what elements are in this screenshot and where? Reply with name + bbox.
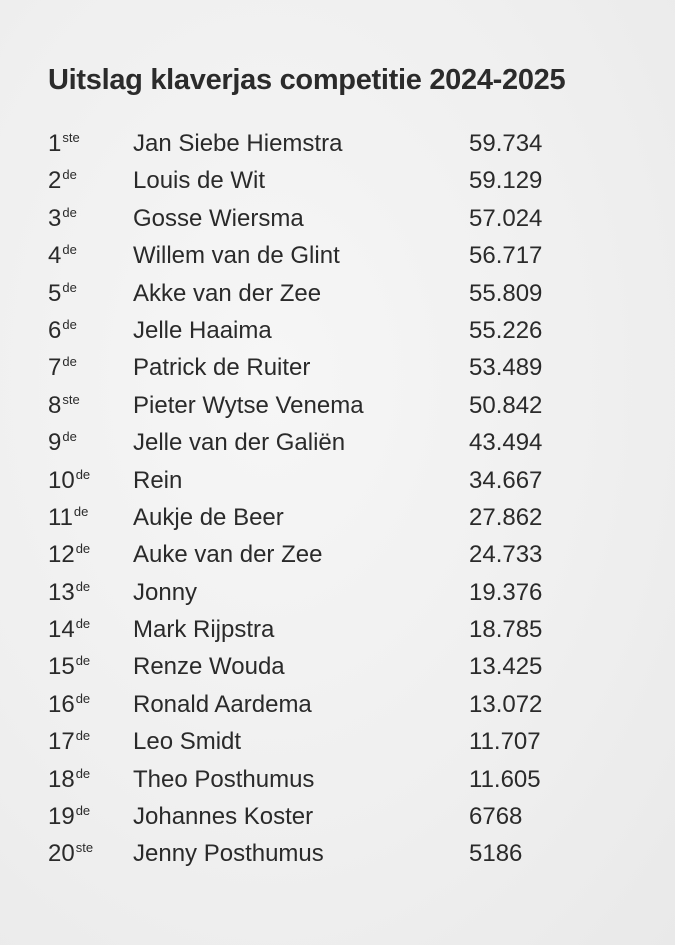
- player-score: 18.785: [469, 616, 543, 644]
- rank: [48, 803, 90, 831]
- player-name: Jelle Haaima: [133, 316, 272, 344]
- rank-suffix: ste: [62, 130, 80, 145]
- rank: [48, 130, 80, 158]
- rank: [48, 429, 77, 457]
- player-score: 59.734: [469, 130, 543, 157]
- list-item: [48, 463, 608, 500]
- player-name: Rein: [133, 466, 183, 494]
- rank-number: 15: [48, 653, 75, 681]
- rank-suffix: de: [73, 503, 89, 519]
- player-name: Aukje de Beer: [133, 503, 284, 531]
- list-item: [48, 500, 608, 537]
- rank-suffix: de: [75, 541, 91, 557]
- player-score: 53.489: [469, 354, 543, 382]
- rank-number: 12: [48, 541, 75, 569]
- player-name: Akke van der Zee: [133, 279, 322, 307]
- player-score: 11.707: [469, 728, 541, 756]
- list-item: [48, 762, 608, 799]
- rank-number: 3: [48, 204, 62, 232]
- player-name: Jonny: [133, 578, 198, 606]
- list-item: [48, 238, 608, 275]
- rank-number: 11: [48, 503, 73, 531]
- rank-suffix: ste: [62, 391, 80, 407]
- rank-number: 9: [48, 429, 62, 457]
- rank-suffix: de: [62, 279, 77, 295]
- list-item: [48, 163, 608, 200]
- rank: [48, 766, 90, 794]
- rank-number: 5: [48, 279, 62, 307]
- page-title: Uitslag klaverjas competitie 2024-2025: [48, 64, 566, 96]
- player-score: 55.809: [469, 279, 543, 307]
- rank-number: 4: [48, 242, 62, 270]
- list-item: [48, 612, 608, 649]
- player-name: Pieter Wytse Venema: [133, 391, 364, 419]
- rank-suffix: de: [75, 653, 91, 669]
- player-score: 27.862: [469, 503, 543, 531]
- list-item: [48, 724, 608, 761]
- rank: [48, 504, 88, 532]
- rank: [48, 167, 77, 195]
- player-name: Leo Smidt: [133, 728, 242, 756]
- list-item: [48, 350, 608, 387]
- rank-suffix: de: [75, 578, 91, 594]
- rank: [48, 691, 90, 719]
- rank-suffix: ste: [75, 840, 94, 856]
- player-name: Renze Wouda: [133, 653, 285, 681]
- rank: [48, 541, 90, 569]
- rank-suffix: de: [75, 616, 91, 632]
- list-item: [48, 126, 608, 163]
- player-name: Gosse Wiersma: [133, 204, 304, 232]
- list-item: [48, 799, 608, 836]
- player-name: Louis de Wit: [133, 167, 266, 195]
- rank-suffix: de: [75, 690, 91, 706]
- list-item: [48, 201, 608, 238]
- player-name: Ronald Aardema: [133, 690, 312, 718]
- player-score: 55.226: [469, 316, 543, 344]
- rank: [48, 280, 77, 308]
- rank: [48, 317, 77, 345]
- player-score: 34.667: [469, 466, 543, 494]
- player-name: Patrick de Ruiter: [133, 354, 311, 382]
- rank-suffix: de: [62, 429, 77, 445]
- player-name: Johannes Koster: [133, 803, 314, 831]
- rank-number: 19: [48, 803, 75, 831]
- player-name: Auke van der Zee: [133, 541, 323, 569]
- player-name: Willem van de Glint: [133, 242, 340, 270]
- rank-suffix: de: [62, 316, 77, 332]
- player-score: 59.129: [469, 167, 543, 195]
- rank-number: 20: [48, 840, 75, 868]
- player-score: 50.842: [469, 391, 543, 419]
- player-score: 43.494: [469, 429, 543, 457]
- rank-number: 17: [48, 728, 75, 756]
- player-score: 19.376: [469, 578, 543, 606]
- rank-suffix: de: [62, 204, 77, 220]
- list-item: [48, 687, 608, 724]
- rank-number: 14: [48, 616, 75, 644]
- rank: [48, 616, 90, 644]
- rank-number: 16: [48, 690, 75, 718]
- rank-suffix: de: [75, 765, 91, 781]
- player-name: Mark Rijpstra: [133, 616, 275, 644]
- rank: [48, 242, 77, 270]
- rank-number: 2: [48, 167, 62, 195]
- list-item: [48, 575, 608, 612]
- player-score: 24.733: [469, 541, 543, 569]
- rank-number: 6: [48, 316, 62, 344]
- player-score: 13.425: [469, 653, 543, 681]
- rank: [48, 354, 77, 382]
- list-item: [48, 537, 608, 574]
- rank: [48, 728, 90, 756]
- list-item: [48, 836, 608, 873]
- rank-number: 1: [48, 130, 62, 157]
- rank-suffix: de: [62, 242, 77, 258]
- player-name: Theo Posthumus: [133, 765, 315, 793]
- player-score: 5186: [469, 840, 523, 868]
- list-item: [48, 425, 608, 462]
- player-score: 13.072: [469, 690, 543, 718]
- rank-suffix: de: [75, 466, 91, 482]
- player-name: Jenny Posthumus: [133, 840, 324, 868]
- rank-suffix: de: [75, 728, 91, 744]
- player-score: 56.717: [469, 242, 543, 270]
- list-item: [48, 649, 608, 686]
- list-item: [48, 276, 608, 313]
- rank-suffix: de: [62, 167, 77, 183]
- player-score: 11.605: [469, 765, 541, 793]
- player-name: Jelle van der Galiën: [133, 429, 346, 457]
- results-list: [48, 126, 608, 874]
- rank-number: 13: [48, 578, 75, 606]
- rank: [48, 205, 77, 233]
- rank: [48, 579, 90, 607]
- rank-number: 7: [48, 354, 62, 382]
- list-item: [48, 388, 608, 425]
- rank: [48, 467, 90, 495]
- rank: [48, 392, 80, 420]
- rank-number: 10: [48, 466, 75, 494]
- rank-suffix: de: [75, 803, 91, 819]
- rank-suffix: de: [62, 354, 77, 370]
- rank: [48, 653, 90, 681]
- list-item: [48, 313, 608, 350]
- rank-number: 18: [48, 765, 75, 793]
- rank-number: 8: [48, 391, 62, 419]
- player-score: 6768: [469, 803, 523, 831]
- player-name: Jan Siebe Hiemstra: [133, 130, 343, 157]
- player-score: 57.024: [469, 204, 543, 232]
- rank: [48, 840, 93, 868]
